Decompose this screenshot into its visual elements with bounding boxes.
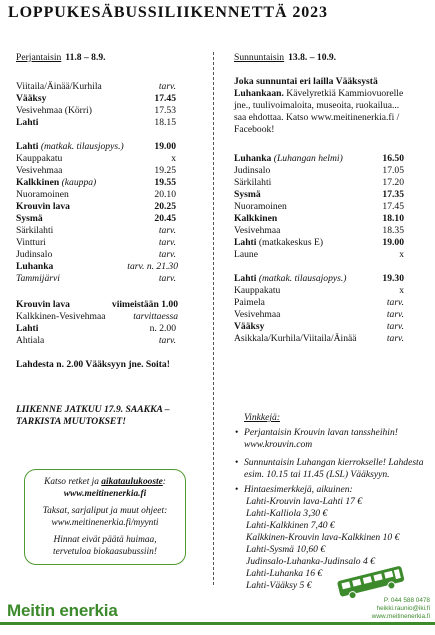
tip-text: Perjantaisin Krouvin lavan tanssheihin! www.krouvin.com (244, 427, 398, 450)
info-text: Hinnat eivät päätä huimaa, (53, 535, 157, 545)
page-title: LOPPUKESÄBUSSILIIKENNETTÄ 2023 (8, 4, 328, 21)
stop-time: 19.00 (154, 141, 176, 152)
stop-time: tarv. (158, 237, 176, 248)
price-example: Lahti-Krouvin lava-Lahti 17 € (246, 496, 363, 507)
tip-text: Sunnuntaisin Luhangan kierrokselle! Lahdesta esim. 10.15 tai 11.45 (LSL) Vääksyyn. (244, 457, 424, 480)
contact-email[interactable]: heikki.raunio@iki.fi (376, 605, 430, 612)
stop-time: x (399, 249, 404, 260)
stop-note: (matkakeskus E) (258, 237, 324, 248)
price-example: Lahti-Sysmä 10,60 € (246, 544, 326, 555)
stop-time: 18.10 (382, 213, 404, 224)
stop-time: 19.30 (382, 273, 404, 284)
stop-name: Lahti (234, 273, 257, 284)
stop-time: 17.45 (154, 93, 176, 104)
stop-name: Luhanka (16, 261, 54, 272)
stop-name: Vintturi (16, 237, 46, 248)
stop-name: Ahtiala (16, 335, 45, 346)
stop-time: tarv. (158, 81, 176, 92)
stop-name: Sysmä (234, 189, 261, 200)
stop-name: Viitaila/Äinää/Kurhila (16, 81, 102, 92)
tips-section (234, 412, 424, 592)
stop-note: (matkak. tilausjopys.) (40, 141, 124, 152)
stop-time: 17.45 (382, 201, 404, 212)
stop-time: 18.35 (382, 225, 404, 236)
stop-time: 17.05 (382, 165, 404, 176)
price-example: Lahti-Luhanka 16 € (246, 568, 323, 579)
stop-time: tarv. (158, 249, 176, 260)
stop-name: Krouvin lava (16, 299, 70, 310)
stop-name: Kalkkinen-Vesivehmaa (16, 311, 106, 322)
stop-time: tarv. (158, 225, 176, 236)
stop-time: x (399, 285, 404, 296)
stop-time: tarv. n. 21.30 (127, 261, 178, 272)
stop-name: Krouvin lava (16, 201, 70, 212)
stop-time: 16.50 (382, 153, 404, 164)
sunday-header (234, 52, 336, 63)
stop-time: 19.55 (154, 177, 176, 188)
stop-name: Luhanka (234, 153, 272, 164)
info-text: Taksat, sarjaliput ja muut ohjeet: (42, 506, 168, 516)
stop-name: Lahti (16, 117, 39, 128)
stop-name: Judinsalo (16, 249, 53, 260)
stop-time: tarv. (386, 333, 404, 344)
stop-name: Lahti (16, 141, 39, 152)
stop-time: tarv. (158, 273, 176, 284)
bus-icon (332, 566, 412, 598)
price-example: Lahti-Kalkkinen 7,40 € (246, 520, 335, 531)
price-example: Lahti-Vääksy 5 € (246, 580, 312, 591)
stop-time: tarv. (158, 335, 176, 346)
friday-date-range: 11.8 – 8.9. (65, 52, 106, 63)
stop-name: Vesivehmaa (234, 309, 281, 320)
sunday-date-range: 13.8. – 10.9. (288, 52, 337, 63)
stop-name: Vesivehmaa (234, 225, 281, 236)
tips-heading: Vinkkejä: (244, 412, 281, 423)
stop-name: Vääksy (234, 321, 265, 332)
sunday-intro (234, 76, 412, 136)
return-note: Lahdesta n. 2.00 Vääksyyn jne. Soita! (16, 359, 170, 370)
stop-name: Paimela (234, 297, 265, 308)
contact-phone: P. 044 588 0478 (383, 597, 430, 604)
friday-day-label: Perjantaisin (16, 52, 62, 63)
stop-time: 19.00 (382, 237, 404, 248)
contact-website[interactable]: www.meitinenerkia.fi (371, 613, 430, 620)
info-text: : (162, 477, 166, 487)
info-box (24, 469, 186, 565)
stop-time: tarv. (386, 321, 404, 332)
footer-bar (0, 622, 435, 625)
stop-time: 17.20 (382, 177, 404, 188)
stop-name: Lahti (16, 323, 39, 334)
info-highlight: aikataulukooste (101, 477, 163, 487)
stop-name: Kalkkinen (234, 213, 278, 224)
stop-name: Lahti (234, 237, 257, 248)
stop-time: 19.25 (154, 165, 176, 176)
season-notice: LIIKENNE JATKUU 17.9. SAAKKA – TARKISTA MUUTOKSET! (16, 404, 170, 427)
info-link[interactable]: www.meitinenerkia.fi (63, 488, 147, 499)
contact-info (358, 597, 430, 621)
stop-name: Laune (234, 249, 258, 260)
bullet-icon: • (235, 427, 239, 438)
friday-stop-krouvi-return (16, 299, 208, 311)
friday-header (16, 52, 106, 63)
sunday-intro-text: Kävelyretkiä Kammiovuorelle jne., tuulivoimaloita, museoita, ruokailua... saa ehdottaa. Katso www.meitinenerkia.fi / Facebook! (234, 88, 404, 135)
tip-text: Hintaesimerkkejä, aikuinen: (244, 484, 353, 495)
stop-name: Kauppakatu (234, 285, 281, 296)
stop-time: tarv. (386, 297, 404, 308)
stop-name: Asikkala/Kurhila/Viitaila/Äinää (234, 333, 357, 344)
stop-time: n. 2.00 (149, 323, 176, 334)
stop-note: (Luhangan helmi) (273, 153, 343, 164)
stop-name: Judinsalo (234, 165, 271, 176)
info-link[interactable]: www.meitinenerkia.fi/myynti (51, 517, 159, 528)
stop-name: Sysmä (16, 213, 43, 224)
stop-time: x (171, 153, 176, 164)
stop-name: Tammijärvi (16, 273, 60, 284)
info-text: tervetuloa biokaasubussiin! (53, 546, 157, 557)
stop-time: 17.35 (382, 189, 404, 200)
stop-time: 17.53 (154, 105, 176, 116)
stop-name: Kalkkinen (16, 177, 60, 188)
stop-note: (kauppa) (61, 177, 97, 188)
stop-name: Nuoramoinen (16, 189, 69, 200)
brand-logo: Meitin enerkia (7, 601, 118, 620)
stop-time: viimeistään 1.00 (111, 299, 178, 310)
stop-time: tarv. (386, 309, 404, 320)
stop-name: Vääksy (16, 93, 47, 104)
price-example: Kalkkinen-Krouvin lava-Kalkkinen 10 € (246, 532, 400, 543)
stop-name: Särkilahti (16, 225, 54, 236)
stop-time: 18.15 (154, 117, 176, 128)
stop-name: Särkilahti (234, 177, 272, 188)
stop-time: 20.45 (154, 213, 176, 224)
stop-time: 20.10 (154, 189, 176, 200)
stop-note: (matkak. tilausajopys.) (258, 273, 347, 284)
tip-item (234, 457, 424, 481)
tip-item (234, 427, 424, 451)
stop-name: Vesivehmaa (16, 165, 63, 176)
stop-name: Kauppakatu (16, 153, 63, 164)
price-example: Lahti-Kalliola 3,30 € (246, 508, 328, 519)
info-text: Katso retket ja (44, 477, 102, 487)
price-example: Judinsalo-Luhanka-Judinsalo 4 € (246, 556, 375, 567)
sunday-intro-bold: Joka sunnuntai eri lailla Vääksystä Luhankaan. (234, 76, 378, 99)
stop-time: 20.25 (154, 201, 176, 212)
stop-name: Nuoramoinen (234, 201, 287, 212)
friday-stop-kalkkinen-vesivehmaa (16, 311, 208, 323)
column-divider (213, 52, 214, 585)
bullet-icon: • (235, 484, 239, 495)
stop-time: tarvittaessa (133, 311, 178, 322)
bullet-icon: • (235, 457, 239, 468)
stop-name: Vesivehmaa (Körri) (16, 105, 92, 116)
sunday-day-label: Sunnuntaisin (234, 52, 285, 63)
